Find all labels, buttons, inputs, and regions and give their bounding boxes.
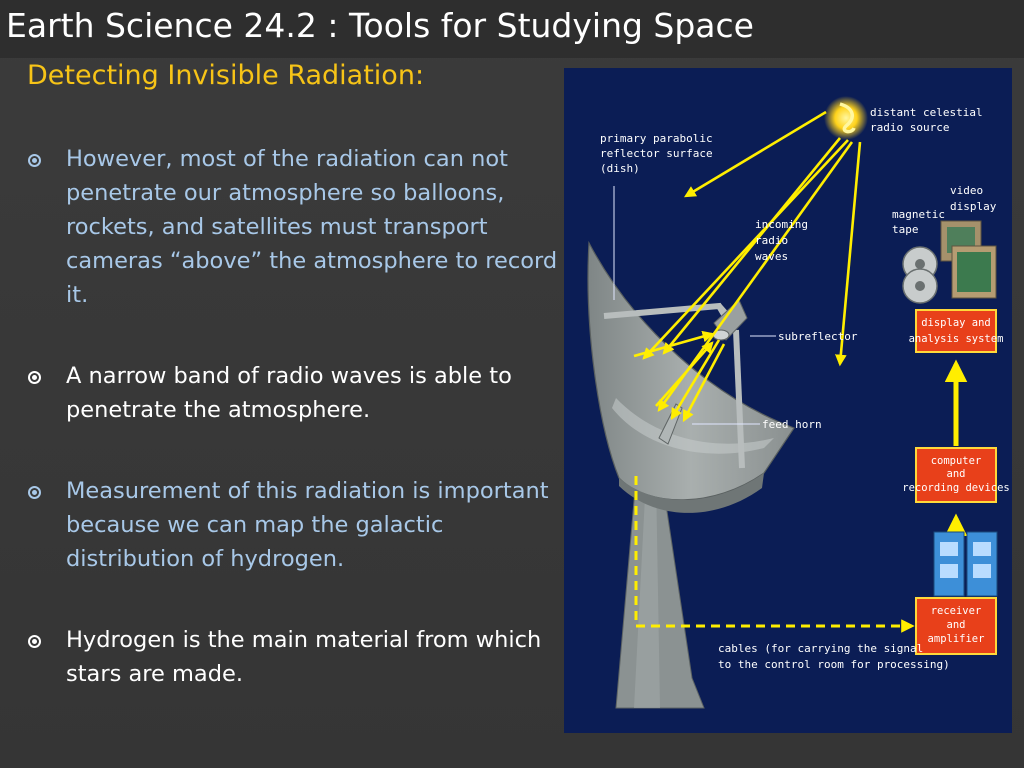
bullet-item xyxy=(28,623,558,691)
bullet-item xyxy=(28,359,558,427)
bullet-text: Measurement of this radiation is important because we can map the galactic distribution of hydrogen. xyxy=(66,478,549,572)
computer-box-line3: recording devices xyxy=(902,482,1010,494)
bullet-item xyxy=(28,142,558,312)
computer-recording-box xyxy=(902,448,1009,502)
bullet-list xyxy=(28,142,558,738)
label-video-line2: display xyxy=(950,200,997,213)
label-magnetic-line1: magnetic xyxy=(892,208,945,221)
slide-title: Earth Science 24.2 : Tools for Studying Space xyxy=(6,6,754,45)
label-incoming-line2: radio xyxy=(755,234,789,247)
label-cables-line2: to the control room for processing) xyxy=(718,658,950,671)
computer-box-line2: and xyxy=(946,468,966,480)
bullet-marker-icon xyxy=(28,154,41,167)
radio-telescope-diagram xyxy=(564,68,1012,733)
display-box-line2: analysis system xyxy=(908,333,1004,345)
bullet-text: A narrow band of radio waves is able to penetrate the atmosphere. xyxy=(66,363,512,423)
label-reflector-line3: (dish) xyxy=(600,162,640,175)
bullet-text: However, most of the radiation can not penetrate our atmosphere so balloons, rockets, and satellites must transport cameras “above” the atmosphere to record it. xyxy=(66,146,558,308)
display-box-line1: display and xyxy=(921,317,991,329)
display-analysis-box xyxy=(909,310,1004,352)
receiver-box-line1: receiver xyxy=(930,605,982,617)
magnetic-tape-icon xyxy=(903,247,937,303)
bullet-marker-icon xyxy=(28,371,41,384)
bullet-marker-icon xyxy=(28,635,41,648)
label-incoming-line3: waves xyxy=(755,250,789,263)
label-source-line1: distant celestial xyxy=(870,106,983,119)
label-cables-line1: cables (for carrying the signal xyxy=(718,642,924,655)
bullet-text: Hydrogen is the main material from which stars are made. xyxy=(66,627,542,687)
label-incoming-line1: incoming xyxy=(755,218,808,231)
computer-box-line1: computer xyxy=(930,455,982,467)
label-source-line2: radio source xyxy=(870,121,950,134)
label-video-line1: video xyxy=(950,184,984,197)
label-feed-horn: feed horn xyxy=(762,418,822,431)
receiver-amplifier-box xyxy=(916,598,996,654)
bullet-marker-icon xyxy=(28,486,41,499)
receiver-box-line3: amplifier xyxy=(927,633,985,645)
bullet-item xyxy=(28,474,558,576)
label-reflector-line2: reflector surface xyxy=(600,147,713,160)
radio-source-icon xyxy=(824,96,868,140)
receiver-box-line2: and xyxy=(946,619,966,631)
label-subreflector: subreflector xyxy=(778,330,858,343)
label-magnetic-line2: tape xyxy=(892,223,919,236)
label-reflector-line1: primary parabolic xyxy=(600,132,713,145)
slide-subtitle: Detecting Invisible Radiation: xyxy=(27,60,425,91)
